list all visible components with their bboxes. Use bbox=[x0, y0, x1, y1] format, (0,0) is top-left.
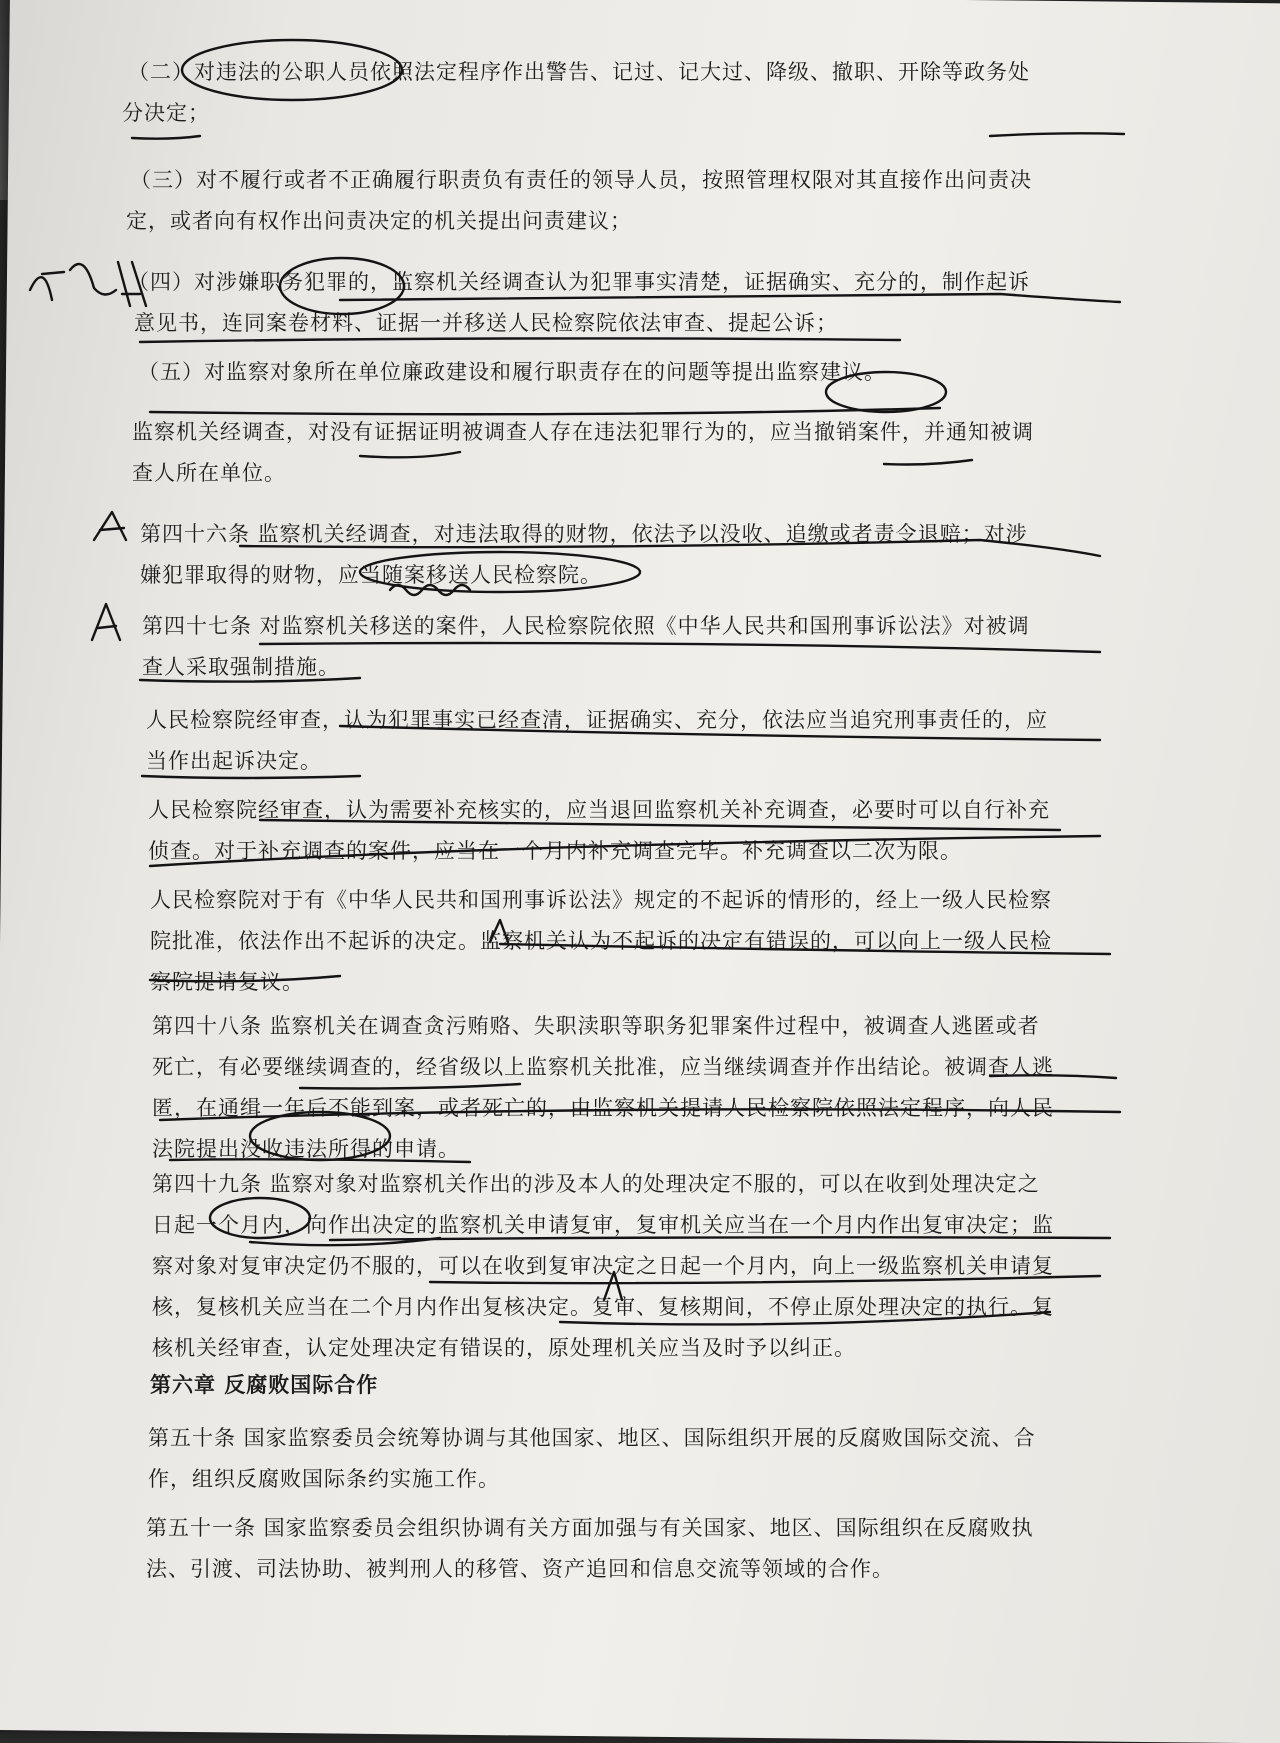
text-line: 查人采取强制措施。 bbox=[142, 655, 340, 679]
article-49 bbox=[152, 1164, 1054, 1369]
article-46 bbox=[140, 514, 1028, 596]
text-line: 作，组织反腐败国际条约实施工作。 bbox=[148, 1467, 500, 1491]
article-50 bbox=[148, 1418, 1036, 1500]
article-47 bbox=[142, 606, 1030, 688]
text-line: 当作出起诉决定。 bbox=[146, 749, 322, 773]
clause-2 bbox=[122, 52, 1030, 134]
text-line: 第四十六条 监察机关经调查，对违法取得的财物，依法予以没收、追缴或者责令退赔；对涉 bbox=[140, 522, 1028, 546]
article-48 bbox=[152, 1006, 1054, 1170]
text-line: 嫌犯罪取得的财物，应当随案移送人民检察院。 bbox=[140, 563, 602, 587]
text-line: 核，复核机关应当在二个月内作出复核决定。复审、复核期间，不停止原处理决定的执行。复 bbox=[152, 1295, 1054, 1319]
text-line: （五）对监察对象所在单位廉政建设和履行职责存在的问题等提出监察建议。 bbox=[138, 360, 886, 384]
text-line: 第四十九条 监察对象对监察机关作出的涉及本人的处理决定不服的，可以在收到处理决定之 bbox=[152, 1172, 1040, 1196]
text-line: 监察机关经调查，对没有证据证明被调查人存在违法犯罪行为的，应当撤销案件，并通知被调 bbox=[132, 420, 1034, 444]
text-line: 人民检察院对于有《中华人民共和国刑事诉讼法》规定的不起诉的情形的，经上一级人民检察 bbox=[150, 888, 1052, 912]
text-line: 匿，在通缉一年后不能到案，或者死亡的，由监察机关提请人民检察院依照法定程序，向人民 bbox=[152, 1096, 1054, 1120]
text-line: 第五十条 国家监察委员会统筹协调与其他国家、地区、国际组织开展的反腐败国际交流、合 bbox=[148, 1426, 1036, 1450]
text-line: 第四十八条 监察机关在调查贪污贿赂、失职渎职等职务犯罪案件过程中，被调查人逃匿或者 bbox=[152, 1014, 1040, 1038]
text-line: 定，或者向有权作出问责决定的机关提出问责建议； bbox=[126, 209, 632, 233]
text-line: 第四十七条 对监察机关移送的案件，人民检察院依照《中华人民共和国刑事诉讼法》对被调 bbox=[142, 614, 1030, 638]
text-line: 意见书，连同案卷材料、证据一并移送人民检察院依法审查、提起公诉； bbox=[134, 311, 838, 335]
text-line: （三）对不履行或者不正确履行职责负有责任的领导人员，按照管理权限对其直接作出问责决 bbox=[130, 168, 1032, 192]
text-line: 人民检察院经审查，认为需要补充核实的，应当退回监察机关补充调查，必要时可以自行补充 bbox=[148, 798, 1050, 822]
text-line: （二）对违法的公职人员依照法定程序作出警告、记过、记大过、降级、撤职、开除等政务处 bbox=[128, 60, 1030, 84]
text-line: 查人所在单位。 bbox=[132, 461, 286, 485]
procuratorate-non-prosecution bbox=[150, 880, 1052, 1003]
text-line: 法院提出没收违法所得的申请。 bbox=[152, 1137, 460, 1161]
article-51 bbox=[146, 1508, 1034, 1590]
text-line: 第五十一条 国家监察委员会组织协调有关方面加强与有关国家、地区、国际组织在反腐败执 bbox=[146, 1516, 1034, 1540]
text-line: 侦查。对于补充调查的案件，应当在一个月内补充调查完毕。补充调查以二次为限。 bbox=[148, 839, 962, 863]
no-evidence-paragraph bbox=[132, 412, 1034, 494]
clause-3 bbox=[126, 160, 1032, 242]
text-line: 分决定； bbox=[122, 101, 210, 125]
clause-4 bbox=[128, 262, 1030, 344]
text-line: 人民检察院经审查，认为犯罪事实已经查清，证据确实、充分，依法应当追究刑事责任的，应 bbox=[146, 708, 1048, 732]
text-line: 察对象对复审决定仍不服的，可以在收到复审决定之日起一个月内，向上一级监察机关申请复 bbox=[152, 1254, 1054, 1278]
procuratorate-prosecute bbox=[146, 700, 1048, 782]
text-line: 院批准，依法作出不起诉的决定。监察机关认为不起诉的决定有错误的，可以向上一级人民检 bbox=[150, 929, 1052, 953]
text-line: 核机关经审查，认定处理决定有错误的，原处理机关应当及时予以纠正。 bbox=[152, 1336, 856, 1360]
text-line: 死亡，有必要继续调查的，经省级以上监察机关批准，应当继续调查并作出结论。被调查人逃 bbox=[152, 1055, 1054, 1079]
text-line: 日起一个月内，向作出决定的监察机关申请复审，复审机关应当在一个月内作出复审决定；监 bbox=[152, 1213, 1054, 1237]
clause-5 bbox=[138, 352, 886, 393]
text-line: （四）对涉嫌职务犯罪的，监察机关经调查认为犯罪事实清楚，证据确实、充分的，制作起诉 bbox=[128, 270, 1030, 294]
text-line: 第六章 反腐败国际合作 bbox=[150, 1372, 379, 1397]
text-line: 察院提请复议。 bbox=[150, 970, 304, 994]
text-line: 法、引渡、司法协助、被判刑人的移管、资产追回和信息交流等领域的合作。 bbox=[146, 1557, 894, 1581]
procuratorate-supplement bbox=[148, 790, 1050, 872]
chapter-heading bbox=[150, 1364, 378, 1405]
